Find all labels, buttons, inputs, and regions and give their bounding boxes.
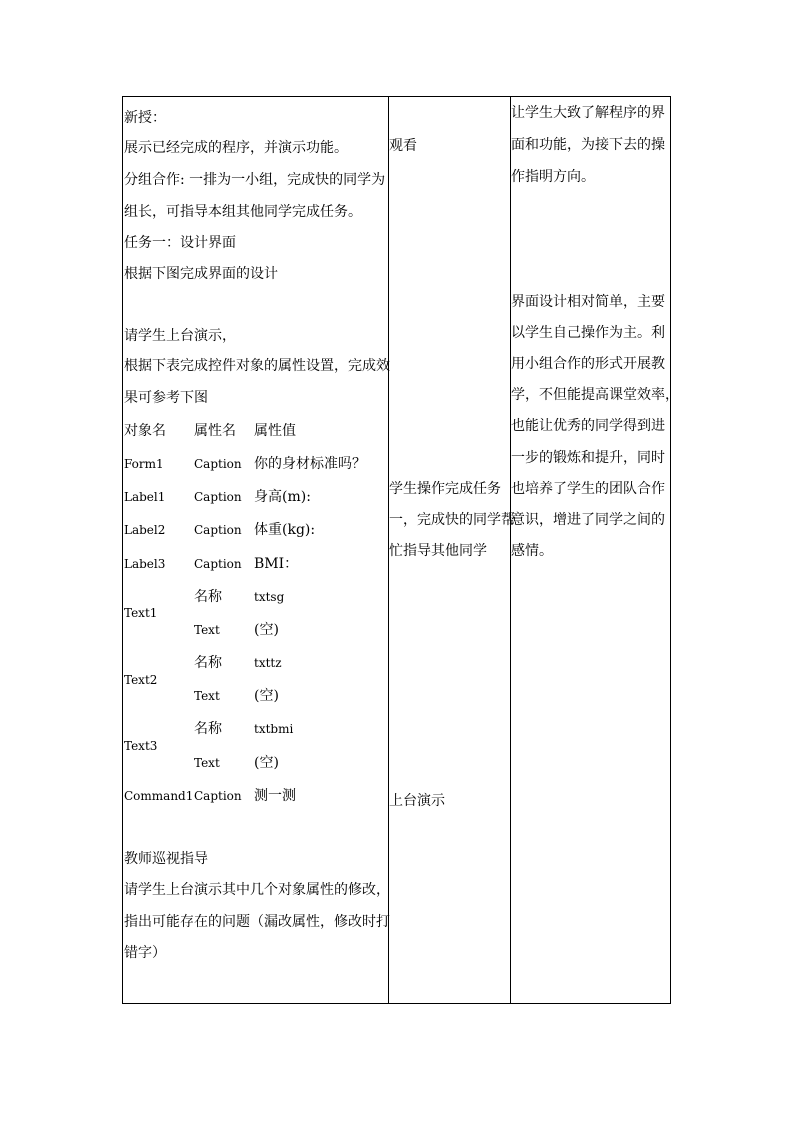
- table-cell-value: 体重(kg):: [254, 522, 316, 538]
- table-cell-property: Caption: [194, 789, 242, 803]
- table-cell-property: Text: [194, 623, 220, 637]
- col1-line: 新授：: [124, 110, 166, 126]
- table-cell-value: txttz: [254, 656, 282, 670]
- table-header-property: 属性名: [194, 423, 236, 439]
- col1-line: 教师巡视指导: [124, 851, 208, 867]
- col3-line: 意识，增进了同学之间的: [511, 512, 665, 528]
- col3-line: 一步的锻炼和提升，同时: [511, 450, 665, 466]
- table-cell-property: Caption: [194, 557, 242, 571]
- table-cell-property: 名称: [194, 589, 222, 605]
- table-cell-object: Text3: [124, 739, 158, 753]
- col3-line: 用小组合作的形式开展教: [511, 356, 665, 372]
- col1-line: 任务一：设计界面: [124, 235, 236, 251]
- col1-line: 错字）: [124, 945, 166, 961]
- table-cell-value: BMI：: [254, 556, 299, 572]
- col3-line: 感情。: [511, 543, 553, 559]
- col1-line: 根据下表完成控件对象的属性设置，完成效: [124, 358, 390, 374]
- table-cell-property: Caption: [194, 523, 242, 537]
- col1-line: 组长，可指导本组其他同学完成任务。: [124, 204, 362, 220]
- col3-line: 界面设计相对简单，主要: [511, 294, 665, 310]
- table-cell-value: (空): [254, 688, 279, 704]
- col3-line: 面和功能，为接下去的操: [511, 137, 665, 153]
- col3-line: 以学生自己操作为主。利: [511, 325, 665, 341]
- table-cell-property: Text: [194, 689, 220, 703]
- col3-line: 也培养了学生的团队合作: [511, 481, 665, 497]
- table-cell-value: (空): [254, 622, 279, 638]
- col1-line: 展示已经完成的程序，并演示功能。: [124, 140, 348, 156]
- table-cell-property: 名称: [194, 655, 222, 671]
- table-cell-property: Text: [194, 756, 220, 770]
- table-cell-value: 身高(m):: [254, 489, 311, 505]
- col2-line: 观看: [389, 138, 417, 154]
- col2-line: 上台演示: [389, 793, 445, 809]
- table-cell-property: Caption: [194, 490, 242, 504]
- table-header-value: 属性值: [254, 423, 296, 439]
- table-header-object: 对象名: [124, 423, 166, 439]
- table-cell-object: Form1: [124, 457, 164, 471]
- table-cell-object: Label2: [124, 523, 166, 537]
- table-cell-object: Text2: [124, 673, 158, 687]
- col2-line: 忙指导其他同学: [389, 543, 487, 559]
- table-cell-property: Caption: [194, 457, 242, 471]
- table-cell-value: 测一测: [254, 788, 296, 804]
- table-cell-value: txtbmi: [254, 722, 294, 736]
- col1-line: 指出可能存在的问题（漏改属性，修改时打: [124, 914, 390, 930]
- col3-line: 学，不但能提高课堂效率，: [511, 387, 679, 403]
- col1-line: 根据下图完成界面的设计: [124, 266, 278, 282]
- col1-line: 分组合作: 一排为一小组，完成快的同学为: [124, 172, 386, 188]
- col3-line: 也能让优秀的同学得到进: [511, 418, 665, 434]
- table-cell-object: Text1: [124, 606, 158, 620]
- table-cell-object: Label1: [124, 490, 166, 504]
- table-cell-object: Command1: [124, 789, 194, 803]
- col1-line: 请学生上台演示，: [124, 328, 236, 344]
- col2-line: 学生操作完成任务: [389, 481, 501, 497]
- table-cell-property: 名称: [194, 721, 222, 737]
- col3-line: 让学生大致了解程序的界: [511, 105, 665, 121]
- table-cell-object: Label3: [124, 557, 166, 571]
- col1-line: 果可参考下图: [124, 390, 208, 406]
- col2-line: 一，完成快的同学帮: [389, 512, 515, 528]
- col1-line: 请学生上台演示其中几个对象属性的修改，: [124, 882, 390, 898]
- table-cell-value: 你的身材标准吗？: [254, 456, 366, 472]
- table-cell-value: (空): [254, 755, 279, 771]
- table-cell-value: txtsg: [254, 590, 285, 604]
- col3-line: 作指明方向。: [511, 169, 595, 185]
